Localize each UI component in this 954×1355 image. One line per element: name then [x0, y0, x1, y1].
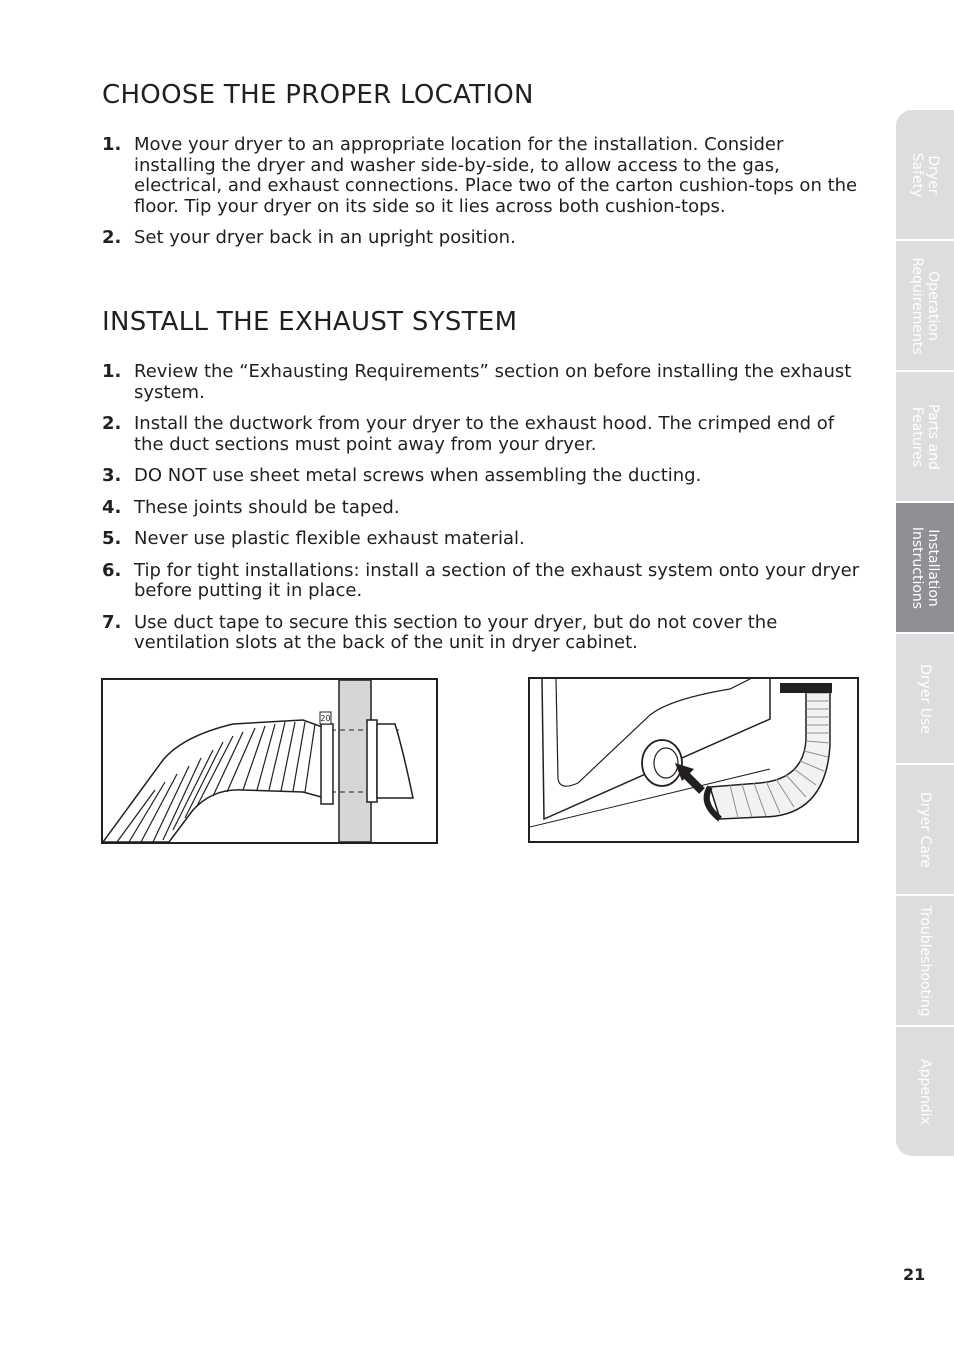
section-title-exhaust: INSTALL THE EXHAUST SYSTEM — [102, 307, 518, 337]
step-number: 2. — [102, 227, 122, 248]
step-text: These joints should be taped. — [134, 496, 400, 518]
list-item — [102, 466, 862, 487]
step-number: 7. — [102, 611, 122, 633]
dryer-outlet-illustration — [528, 677, 859, 843]
tab-label: Dryer Care — [917, 791, 933, 868]
step-text: Never use plastic flexible exhaust material. — [134, 528, 525, 549]
step-number: 3. — [102, 465, 122, 486]
list-item — [102, 613, 862, 654]
tab-appendix[interactable] — [896, 1027, 954, 1156]
step-number: 4. — [102, 496, 122, 518]
list-item — [102, 228, 862, 249]
location-steps — [102, 135, 862, 260]
dryer-outlet-drawing — [530, 679, 857, 841]
tab-label: Dryer Safety — [909, 152, 941, 197]
tab-troubleshooting[interactable] — [896, 896, 954, 1025]
page-number: 21 — [903, 1265, 926, 1284]
figure-badge: 20 — [320, 714, 331, 723]
list-item — [102, 498, 862, 519]
step-number: 6. — [102, 559, 122, 581]
list-item — [102, 362, 862, 403]
tab-label: Installation Instructions — [909, 526, 941, 609]
tab-dryer-safety[interactable] — [896, 110, 954, 239]
side-tabs — [896, 110, 954, 1156]
tab-label: Operation Requirements — [909, 256, 941, 355]
step-number: 1. — [102, 134, 122, 155]
step-text: Set your dryer back in an upright position. — [134, 227, 516, 248]
step-text: Move your dryer to an appropriate location for the installation. Consider installing the dryer and washer side-by-side, to allow access to the gas, electrical, and exhaust connections. Place two of the carton cushion-tops on the floor. Tip your dryer on its side so it lies across both cushion-tops. — [134, 134, 858, 217]
tab-operation-requirements[interactable] — [896, 241, 954, 370]
list-item — [102, 135, 862, 217]
tab-label: Troubleshooting — [917, 904, 933, 1017]
list-item — [102, 529, 862, 550]
tab-parts-and-features[interactable] — [896, 372, 954, 501]
tab-dryer-use[interactable] — [896, 634, 954, 763]
tab-label: Dryer Use — [917, 663, 933, 734]
step-number: 2. — [102, 413, 122, 434]
duct-wall-drawing — [103, 680, 436, 842]
exhaust-steps — [102, 362, 862, 665]
tab-dryer-care[interactable] — [896, 765, 954, 894]
step-text: Install the ductwork from your dryer to the exhaust hood. The crimped end of the duct sections must point away from your dryer. — [134, 413, 835, 455]
step-number: 5. — [102, 528, 122, 549]
duct-wall-illustration — [101, 678, 438, 844]
step-number: 1. — [102, 361, 122, 382]
step-text: Use duct tape to secure this section to your dryer, but do not cover the ventilation slots at the back of the unit in dryer cabinet. — [134, 611, 778, 653]
section-title-location: CHOOSE THE PROPER LOCATION — [102, 80, 534, 110]
step-text: Tip for tight installations: install a section of the exhaust system onto your dryer before putting it in place. — [134, 559, 860, 601]
step-text: DO NOT use sheet metal screws when assembling the ducting. — [134, 465, 702, 486]
tab-label: Appendix — [917, 1058, 933, 1125]
tab-installation-instructions[interactable] — [896, 503, 954, 632]
list-item — [102, 414, 862, 455]
step-text: Review the “Exhausting Requirements” section on before installing the exhaust system. — [134, 361, 852, 403]
list-item — [102, 561, 862, 602]
tab-label: Parts and Features — [909, 403, 941, 470]
